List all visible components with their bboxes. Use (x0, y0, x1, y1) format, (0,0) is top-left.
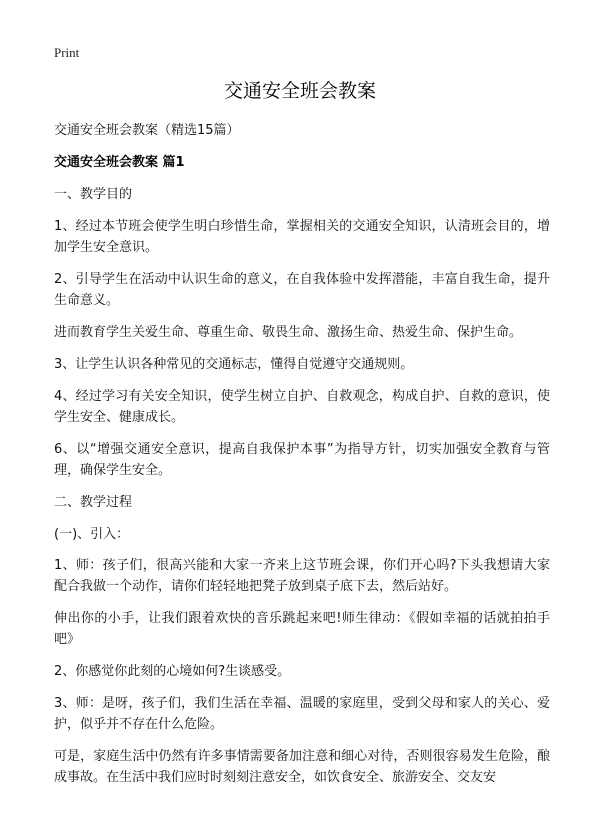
paragraph: 伸出你的小手，让我们跟着欢快的音乐跳起来吧!师生律动：《假如幸福的话就拍拍手吧》 (54, 611, 550, 647)
paragraph: 3、师：是呀，孩子们，我们生活在幸福、温暖的家庭里，受到父母和家人的关心、爱护，似乎并不存在什么危险。 (54, 696, 550, 732)
paragraph: 4、经过学习有关安全知识，使学生树立自护、自救观念，构成自护、自救的意识，使学生安全、健康成长。 (54, 389, 550, 425)
print-label: Print (54, 45, 80, 60)
paragraph: 2、引导学生在活动中认识生命的意义，在自我体验中发挥潜能，丰富自我生命，提升生命意义。 (54, 272, 550, 308)
paragraph: 1、经过本节班会使学生明白珍惜生命，掌握相关的交通安全知识，认清班会目的，增加学生安全意识。 (54, 219, 550, 255)
section-heading: 交通安全班会教案 篇1 (54, 155, 185, 170)
paragraph: 1、师：孩子们，很高兴能和大家一齐来上这节班会课，你们开心吗?下头我想请大家配合我做一个动作，请你们轻轻地把凳子放到桌子底下去，然后站好。 (54, 558, 550, 594)
paragraph: 一、教学目的 (54, 187, 133, 202)
document-title: 交通安全班会教案 (223, 80, 376, 102)
document-body (54, 120, 550, 799)
paragraph: 6、以“增强交通安全意识，提高自我保护本事”为指导方针，切实加强安全教育与管理，确保学生安全。 (54, 442, 550, 478)
paragraph: 二、教学过程 (54, 495, 133, 510)
paragraph: 3、让学生认识各种常见的交通标志，懂得自觉遵守交通规则。 (54, 357, 414, 372)
document-subtitle: 交通安全班会教案（精选15篇） (54, 123, 240, 138)
paragraph: 2、你感觉你此刻的心境如何?生谈感受。 (54, 664, 291, 679)
paragraph: 可是，家庭生活中仍然有许多事情需要备加注意和细心对待，否则很容易发生危险，酿成事故。在生活中我们应时时刻刻注意安全，如饮食安全、旅游安全、交友安 (54, 749, 550, 785)
paragraph: (一)、引入： (54, 527, 130, 542)
paragraph: 进而教育学生关爱生命、尊重生命、敬畏生命、激扬生命、热爱生命、保护生命。 (54, 325, 523, 340)
